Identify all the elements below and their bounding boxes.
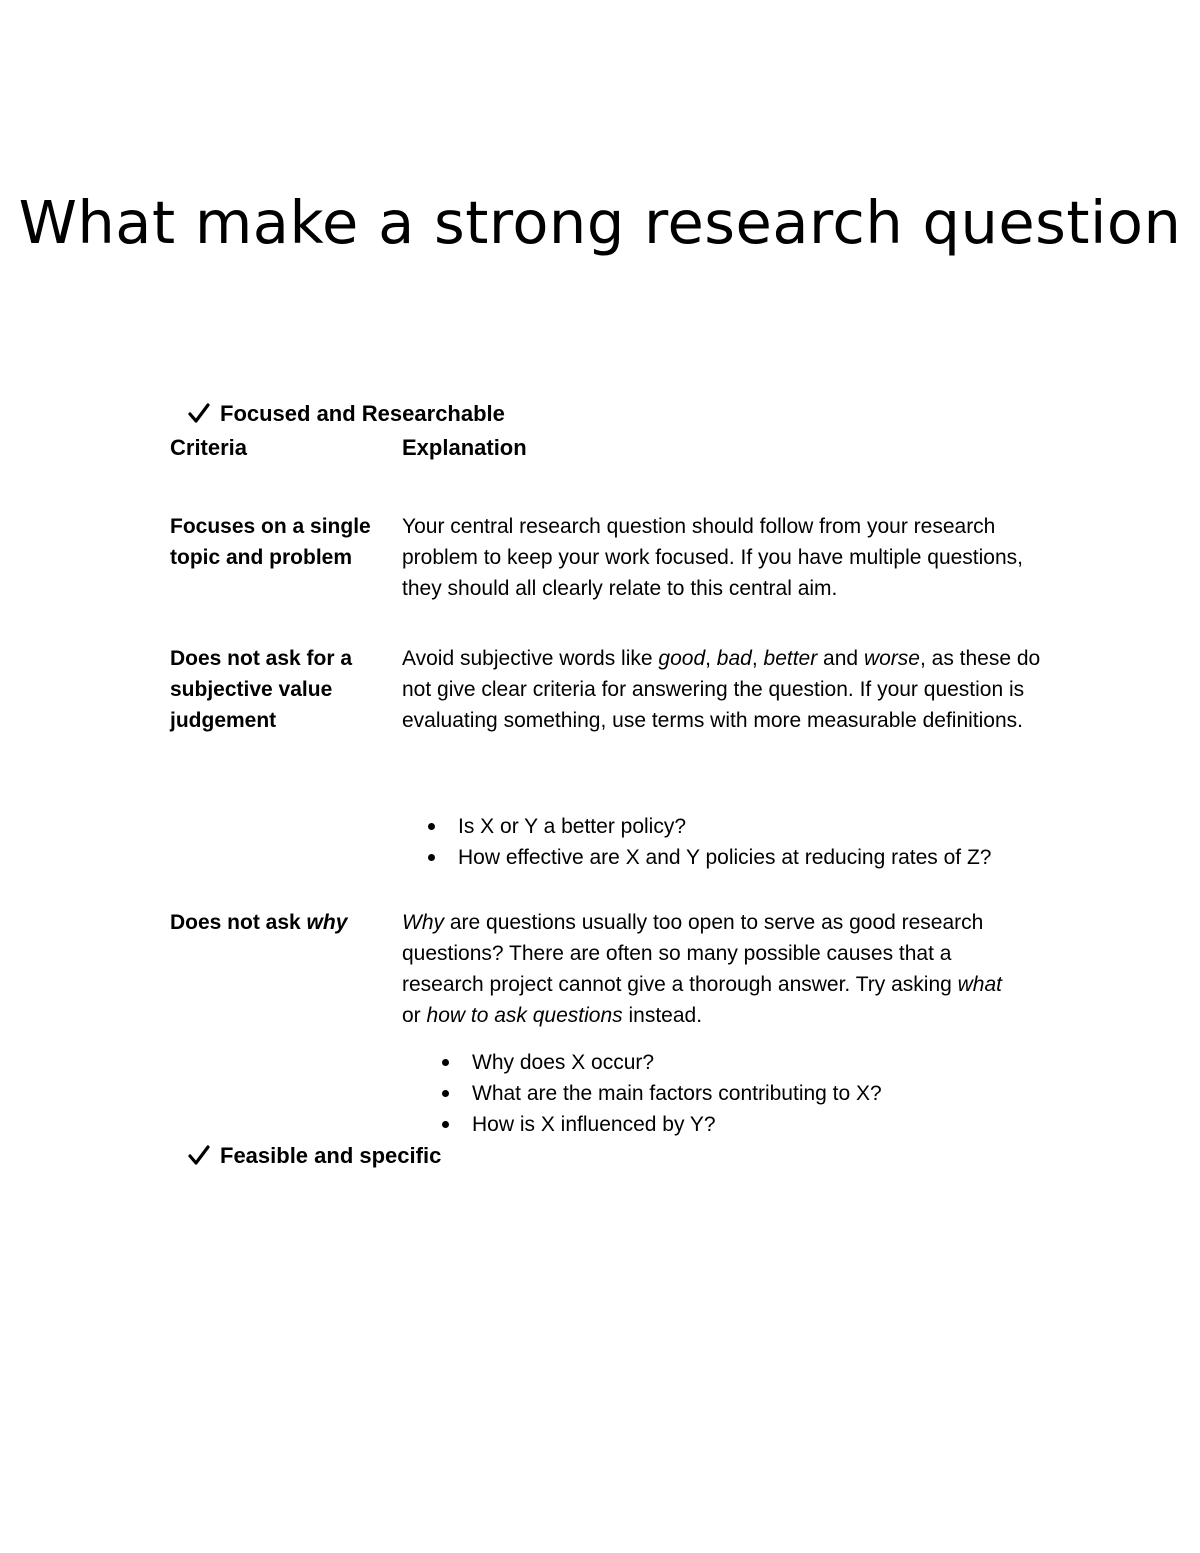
list-item: How is X influenced by Y? <box>438 1109 1038 1140</box>
list-item: Is X or Y a better policy? <box>424 811 1044 842</box>
criteria-cell: Does not ask for a subjective value judgement <box>170 647 353 732</box>
example-list <box>424 811 1044 873</box>
explanation-cell: Why are questions usually too open to serve as good research questions? There are often so many possible causes that a research project cannot give a thorough answer. Try asking what or how to ask questions instead. <box>402 911 1002 1027</box>
criteria-cell: Focuses on a single topic and problem <box>170 515 371 569</box>
section-heading-feasible <box>188 1142 441 1170</box>
column-header-criteria: Criteria <box>170 435 248 460</box>
column-header-explanation: Explanation <box>402 435 527 460</box>
section-heading-label: Focused and Researchable <box>220 401 505 426</box>
list-item: How effective are X and Y policies at reducing rates of Z? <box>424 842 1044 873</box>
section-heading-label: Feasible and specific <box>220 1143 442 1168</box>
checkmark-icon <box>188 402 210 424</box>
explanation-cell: Avoid subjective words like good, bad, better and worse, as these do not give clear criteria for answering the question. If your question is evaluating something, use terms with more measurable definitions. <box>402 647 1041 732</box>
page-title: What make a strong research question <box>18 188 1182 257</box>
list-item: Why does X occur? <box>438 1047 1038 1078</box>
list-item: What are the main factors contributing to X? <box>438 1078 1038 1109</box>
section-heading-focused <box>188 400 505 428</box>
example-list <box>438 1047 1038 1140</box>
criteria-cell: Does not ask why <box>170 911 348 934</box>
checkmark-icon <box>188 1144 210 1166</box>
explanation-cell: Your central research question should follow from your research problem to keep your work focused. If you have multiple questions, they should all clearly relate to this central aim. <box>402 515 1023 600</box>
